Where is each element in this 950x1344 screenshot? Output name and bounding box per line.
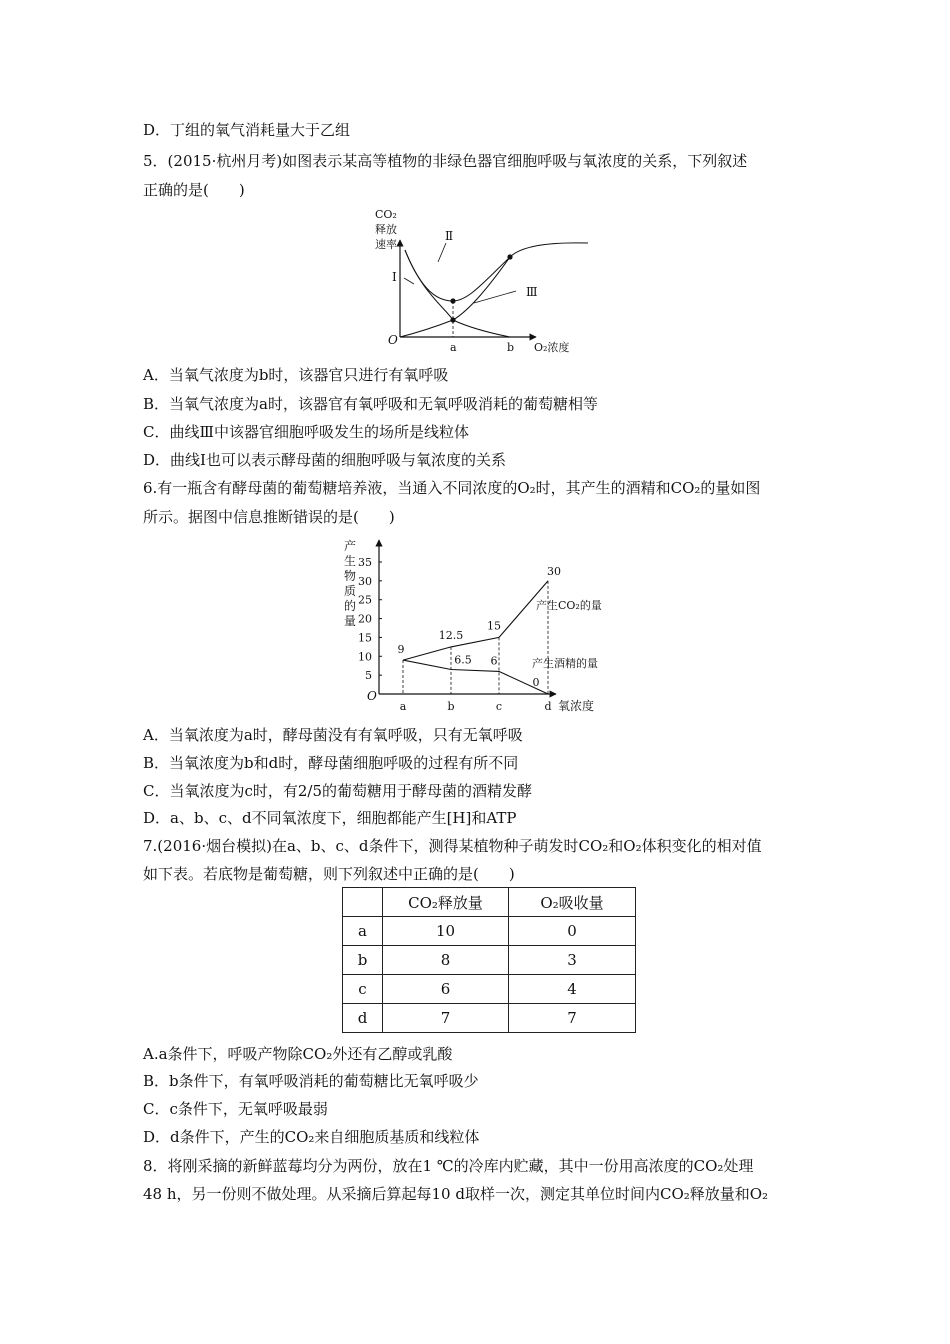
table-cell: 3	[509, 946, 636, 975]
q5-leader-ii	[438, 243, 446, 262]
q6-series-lines	[403, 581, 548, 694]
q5-curve-iii	[400, 257, 510, 337]
q7-option-d: D．d条件下，产生的CO₂来自细胞质基质和线粒体	[143, 1128, 480, 1146]
q6-x-tick-label: c	[495, 700, 503, 713]
q5-curve-i	[405, 250, 510, 337]
q6-label-co2: 15	[487, 619, 501, 633]
q6-chart	[336, 530, 616, 715]
q6-y-tick-label: 5	[365, 669, 372, 683]
q7-table	[342, 887, 636, 1033]
q7-stem-line2: 如下表。若底物是葡萄糖，则下列叙述中正确的是( )	[143, 865, 515, 883]
table-row	[343, 917, 636, 946]
q6-y-tick-label: 20	[358, 612, 372, 626]
q5-label-i: Ⅰ	[392, 270, 397, 284]
q5-point-cross	[450, 317, 455, 322]
table-header-cell: CO₂释放量	[383, 888, 509, 917]
table-cell: c	[343, 975, 383, 1004]
q8-line2: 48 h，另一份则不做处理。从采摘后算起每10 d取样一次，测定其单位时间内CO₂释放量和O₂	[143, 1185, 769, 1203]
q6-origin: O	[367, 689, 377, 703]
q6-guide-lines	[403, 581, 548, 694]
q6-label-alcohol: 6.5	[454, 653, 472, 667]
q5-x-label: O₂浓度	[534, 341, 570, 354]
q6-label-co2: 9	[397, 643, 405, 657]
q7-stem-line1: 7.(2016·烟台模拟)在a、b、c、d条件下，测得某植物种子萌发时CO₂和O₂体积变化的相对值	[143, 837, 762, 855]
q5-leader-iii	[474, 291, 516, 303]
q5-option-b: B．当氧气浓度为a时，该器官有氧呼吸和无氧呼吸消耗的葡萄糖相等	[143, 395, 598, 413]
q6-y-label	[344, 538, 356, 628]
table-cell: 8	[383, 946, 509, 975]
q6-x-tick-label: b	[447, 700, 455, 713]
q5-point-min	[450, 298, 455, 303]
q6-label-alcohol: 6	[490, 654, 498, 668]
q6-x-tick-label: a	[399, 700, 407, 713]
q6-x-ticks	[400, 700, 552, 713]
q6-y-tick-label: 35	[358, 556, 372, 569]
q6-y-ticks	[358, 556, 382, 682]
q6-legend-co2: 产生CO₂的量	[536, 599, 602, 612]
q6-y-tick-label: 25	[358, 593, 372, 607]
q5-figure	[360, 200, 600, 360]
q5-y-label-1: CO₂	[375, 208, 397, 221]
table-header-cell: O₂吸收量	[509, 888, 636, 917]
table-cell: 10	[383, 917, 509, 946]
table-row	[343, 946, 636, 975]
table-cell: 6	[383, 975, 509, 1004]
table-cell: b	[343, 946, 383, 975]
q6-option-d: D．a、b、c、d不同氧浓度下，细胞都能产生[H]和ATP	[143, 809, 517, 827]
q5-stem-line1: 5．(2015·杭州月考)如图表示某高等植物的非绿色器官细胞呼吸与氧浓度的关系，下列叙述	[143, 152, 748, 170]
table-cell: 4	[509, 975, 636, 1004]
q6-option-b: B．当氧浓度为b和d时，酵母菌细胞呼吸的过程有所不同	[143, 754, 519, 772]
q8-line1: 8．将刚采摘的新鲜蓝莓均分为两份，放在1 ℃的冷库内贮藏，其中一份用高浓度的CO₂处理	[143, 1157, 754, 1175]
q7-option-a: A.a条件下，呼吸产物除CO₂外还有乙醇或乳酸	[143, 1045, 453, 1063]
q6-y-tick-label: 15	[358, 631, 372, 645]
q5-point-b	[507, 254, 512, 259]
q6-label-co2: 30	[547, 564, 561, 578]
q4-option-d: D．丁组的氧气消耗量大于乙组	[143, 121, 351, 139]
q5-origin: O	[388, 333, 398, 347]
q6-line-alcohol	[403, 660, 548, 694]
q6-option-c: C．当氧浓度为c时，有2/5的葡萄糖用于酵母菌的酒精发酵	[143, 782, 533, 800]
q6-stem-line1: 6.有一瓶含有酵母菌的葡萄糖培养液，当通入不同浓度的O₂时，其产生的酒精和CO₂的量如图	[143, 479, 761, 497]
q6-x-label: 氧浓度	[558, 699, 595, 713]
q7-option-c: C．c条件下，无氧呼吸最弱	[143, 1100, 328, 1118]
q5-tick-a: a	[450, 341, 457, 354]
q6-label-alcohol: 0	[532, 676, 540, 689]
q6-y-label-char: 产	[344, 539, 357, 553]
q5-y-label-3: 速率	[375, 238, 397, 251]
q6-option-a: A．当氧浓度为a时，酵母菌没有有氧呼吸，只有无氧呼吸	[143, 726, 523, 744]
table-cell: d	[343, 1004, 383, 1033]
q6-y-label-char: 量	[344, 614, 357, 628]
table-row	[343, 975, 636, 1004]
q6-y-label-char: 的	[344, 599, 357, 613]
q6-x-tick-label: d	[544, 700, 552, 713]
q6-legend-alcohol: 产生酒精的量	[532, 657, 598, 670]
q5-tick-b: b	[507, 341, 515, 354]
q6-y-label-char: 质	[344, 584, 357, 598]
q6-y-tick-label: 10	[358, 650, 372, 664]
table-row	[343, 1004, 636, 1033]
table-cell: a	[343, 917, 383, 946]
q5-option-d: D．曲线Ⅰ也可以表示酵母菌的细胞呼吸与氧浓度的关系	[143, 451, 506, 469]
q5-label-ii: Ⅱ	[445, 229, 454, 243]
q5-curve-ii	[405, 243, 588, 301]
q6-line-co2	[403, 581, 548, 660]
q5-option-a: A．当氧气浓度为b时，该器官只进行有氧呼吸	[143, 366, 449, 384]
q5-leader-i	[404, 278, 414, 284]
q7-option-b: B．b条件下，有氧呼吸消耗的葡萄糖比无氧呼吸少	[143, 1072, 479, 1090]
q5-y-label-2: 释放	[375, 223, 397, 236]
q6-label-co2: 12.5	[438, 628, 464, 642]
table-cell: 7	[383, 1004, 509, 1033]
q6-y-label-char: 生	[344, 554, 357, 568]
q5-stem-line2: 正确的是( )	[143, 181, 245, 199]
table-cell: 0	[509, 917, 636, 946]
q6-y-label-char: 物	[344, 569, 357, 583]
table-header-cell	[343, 888, 383, 917]
q5-option-c: C．曲线Ⅲ中该器官细胞呼吸发生的场所是线粒体	[143, 423, 469, 441]
table-cell: 7	[509, 1004, 636, 1033]
q6-stem-line2: 所示。据图中信息推断错误的是( )	[143, 508, 395, 526]
q5-label-iii: Ⅲ	[526, 285, 538, 299]
table-header-row	[343, 888, 636, 917]
q6-y-tick-label: 30	[358, 574, 372, 588]
